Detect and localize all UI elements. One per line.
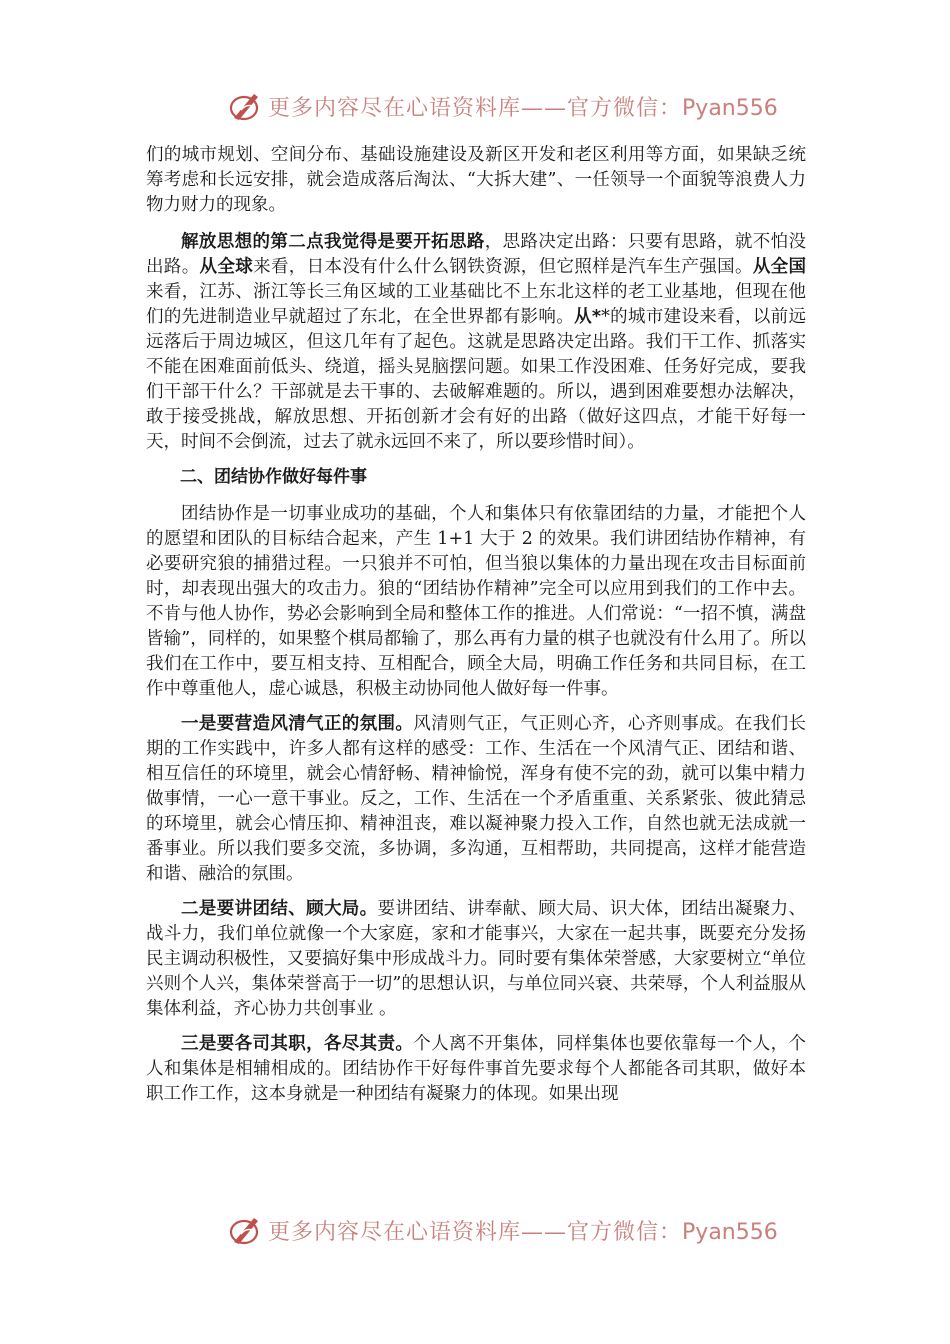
paragraph-text: *的城市建设来看，以前远远落后于周边城区，但这几年有了起色。这就是思路决定出路。我们干工作、抓落实不能在困难面前低头、绕道，摇头晃脑摆问题。如果工作没困难、任务好完成，要我们干部干什么？干部就是去干事的、去破解难题的。所以，遇到困难要想办法解决，敢于接受挑战，解放思想、开拓创新才会有好的出路（做好这四点，才能干好每一天，时间不会倒流，过去了就永远回不来了，所以要珍惜时间）。	[146, 307, 807, 452]
point-two-title: 二是要讲团结、顾大局。	[181, 899, 378, 919]
paragraph-text: 风清则气正，气正则心齐，心齐则事成。在我们长期的工作实践中，许多人都有这样的感受：工作、生活在一个风清气正、团结和谐、相互信任的环境里，就会心情舒畅、精神愉悦，浑身有使不完的劲，就可以集中精力做事情，一心一意干事业。反之，工作、生活在一个矛盾重重、关系紧张、彼此猜忌的环境里，就会心情压抑、精神沮丧，难以凝神聚力投入工作，自然也就无法成就一番事业。所以我们要多交流，多协调，多沟通，互相帮助，共同提高，这样才能营造和谐、融洽的氛围。	[146, 714, 807, 884]
paragraph-point-one	[146, 712, 806, 887]
banner-text	[268, 1215, 778, 1246]
paragraph-point-three	[146, 1032, 806, 1107]
paragraph-text: 来看，日本没有什么什么钢铁资源，但它照样是汽车生产强国。	[253, 257, 753, 277]
banner-text	[268, 91, 778, 122]
paragraph-lead-bold: 解放思想的第二点我觉得是要开拓思路	[181, 232, 485, 252]
pen-logo-icon	[228, 1212, 264, 1248]
emphasis-national: 从全国	[752, 257, 807, 277]
banner-account-id: Pyan556	[682, 96, 778, 121]
pen-logo-icon	[228, 88, 264, 124]
emphasis-local: 从*	[574, 307, 602, 327]
banner-dash: ——	[521, 96, 568, 121]
footer-banner	[0, 1208, 950, 1252]
banner-site-name: 更多内容尽在心语资料库	[268, 1220, 522, 1245]
emphasis-global: 从全球	[199, 257, 254, 277]
section-heading: 二、团结协作做好每件事	[180, 467, 367, 487]
paragraph-text: 要讲团结、讲奉献、顾大局、识大体，团结出凝聚力、战斗力，我们单位就像一个大家庭，家和才能事兴，大家在一起共事，既要充分发扬民主调动积极性，又要搞好集中形成战斗力。同时要有集体荣誉感，大家要树立“单位兴则个人兴，集体荣誉高于一切”的思想认识，与单位同兴衰、共荣辱，个人利益服从集体利益，齐心协力共创事业 。	[146, 899, 807, 1019]
paragraph-text: ，思路决定出路：只要有思路，就不怕没出路。	[146, 232, 806, 277]
paragraph-point-two	[146, 897, 806, 1022]
paragraph-text: 来看，江苏、浙江等长三角区域的工业基础比不上东北这样的老工业基地，但现在他们的先进制造业早就超过了东北，在全世界都有影响。	[146, 282, 806, 327]
point-one-title: 一是要营造风清气正的氛围。	[181, 714, 414, 734]
banner-account-id: Pyan556	[682, 1220, 778, 1245]
paragraph-text: 个人离不开集体，同样集体也要依靠每一个人，个人和集体是相辅相成的。团结协作干好每件事首先要求每个人都能各司其职，做好本职工作工作，这本身就是一种团结有凝聚力的体现。如果出现	[146, 1034, 807, 1104]
paragraph-open-thinking	[146, 230, 806, 455]
paragraph-continued: 们的城市规划、空间分布、基础设施建设及新区开发和老区利用等方面，如果缺乏统筹考虑和长远安排，就会造成落后淘汰、“大拆大建”、一任领导一个面貌等浪费人力物力财力的现象。	[146, 145, 806, 215]
point-three-title: 三是要各司其职，各尽其责。	[181, 1034, 414, 1054]
banner-dash: ——	[521, 1220, 568, 1245]
banner-account-label: 官方微信：	[567, 1220, 683, 1245]
document-body	[146, 143, 806, 1117]
header-banner	[0, 84, 950, 128]
paragraph-teamwork: 团结协作是一切事业成功的基础，个人和集体只有依靠团结的力量，才能把个人的愿望和团队的目标结合起来，产生 1+1 大于 2 的效果。我们讲团结协作精神，有必要研究狼的捕猎过程。一只狼并不可怕，但当狼以集体的力量出现在攻击目标面前时，却表现出强大的攻击力。狼的“团结协作精神”完全可以应用到我们的工作中去。不肯与他人协作，势必会影响到全局和整体工作的推进。人们常说：“一招不慎，满盘皆输”，同样的，如果整个棋局都输了，那么再有力量的棋子也就没有什么用了。所以我们在工作中，要互相支持、互相配合，顾全大局，明确工作任务和共同目标，在工作中尊重他人，虚心诚恳，积极主动协同他人做好每一件事。	[146, 504, 806, 699]
banner-account-label: 官方微信：	[567, 96, 683, 121]
banner-site-name: 更多内容尽在心语资料库	[268, 96, 522, 121]
